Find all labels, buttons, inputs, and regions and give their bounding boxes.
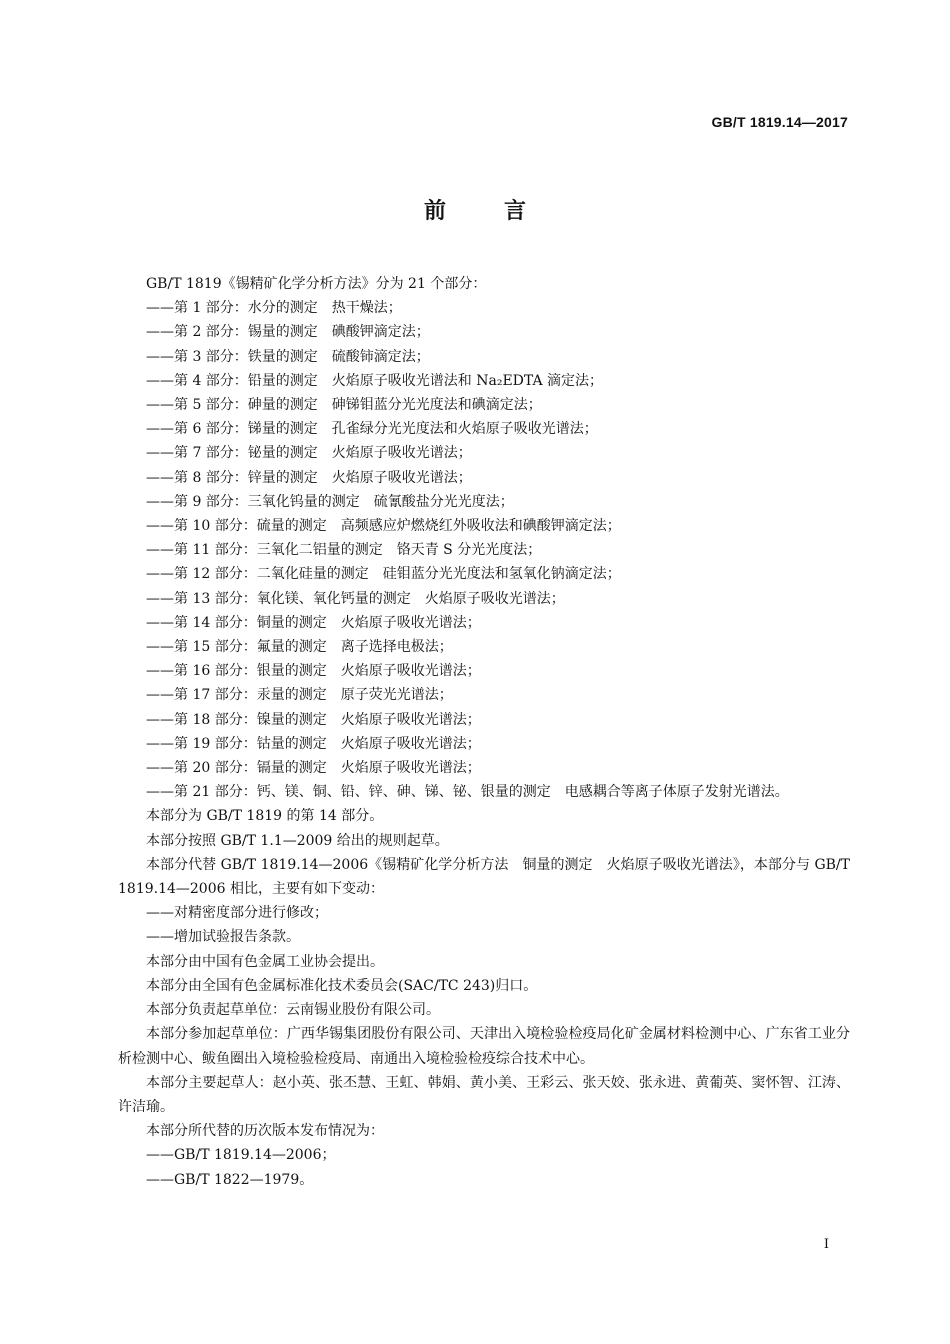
history-item: ——GB/T 1822—1979。 bbox=[146, 1171, 314, 1188]
paragraph-drafting-rules: 本部分按照 GB/T 1.1—2009 给出的规则起草。 bbox=[146, 832, 449, 849]
paragraph-participating-units: 本部分参加起草单位：广西华锡集团股份有限公司、天津出入境检验检疫局化矿金属材料检测中心、广东省工业分析检测中心、鲅鱼圈出入境检验检疫局、南通出入境检验检疫综合技术中心。 bbox=[118, 1026, 850, 1067]
list-item: ——第 18 部分：镍量的测定 火焰原子吸收光谱法； bbox=[146, 711, 481, 728]
list-item: ——第 3 部分：铁量的测定 硫酸铈滴定法； bbox=[146, 348, 430, 365]
paragraph-drafters: 本部分主要起草人：赵小英、张丕慧、王虹、韩娟、黄小美、王彩云、张天姣、张永进、黄葡英、窦怀智、江涛、许洁瑜。 bbox=[118, 1074, 850, 1115]
paragraph-committee: 本部分由全国有色金属标准化技术委员会(SAC/TC 243)归口。 bbox=[146, 977, 538, 994]
paragraph-part-number: 本部分为 GB/T 1819 的第 14 部分。 bbox=[146, 808, 384, 825]
list-item: ——第 19 部分：钴量的测定 火焰原子吸收光谱法； bbox=[146, 735, 481, 752]
list-item: ——第 6 部分：锑量的测定 孔雀绿分光光度法和火焰原子吸收光谱法； bbox=[146, 421, 598, 438]
list-item: ——第 16 部分：银量的测定 火焰原子吸收光谱法； bbox=[146, 663, 481, 680]
history-item: ——GB/T 1819.14—2006； bbox=[146, 1147, 336, 1164]
list-item: ——第 12 部分：二氧化硅量的测定 硅钼蓝分光光度法和氢氧化钠滴定法； bbox=[146, 566, 621, 583]
paragraph-proposer: 本部分由中国有色金属工业协会提出。 bbox=[146, 953, 384, 970]
change-item: ——增加试验报告条款。 bbox=[146, 929, 300, 946]
page-title: 前言 bbox=[423, 199, 584, 224]
list-item: ——第 4 部分：铅量的测定 火焰原子吸收光谱法和 Na₂EDTA 滴定法； bbox=[146, 372, 604, 389]
list-item: ——第 8 部分：锌量的测定 火焰原子吸收光谱法； bbox=[146, 469, 472, 486]
intro-line: GB/T 1819《锡精矿化学分析方法》分为 21 个部分： bbox=[146, 276, 487, 292]
parts-list bbox=[118, 296, 850, 804]
list-item: ——第 2 部分：锡量的测定 碘酸钾滴定法； bbox=[146, 324, 430, 341]
list-item: ——第 1 部分：水分的测定 热干燥法； bbox=[146, 300, 402, 317]
list-item: ——第 20 部分：镉量的测定 火焰原子吸收光谱法； bbox=[146, 760, 481, 777]
page-number: I bbox=[823, 1237, 829, 1252]
list-item: ——第 14 部分：铜量的测定 火焰原子吸收光谱法； bbox=[146, 614, 481, 631]
change-item: ——对精密度部分进行修改； bbox=[146, 905, 328, 922]
paragraph-lead-drafter: 本部分负责起草单位：云南锡业股份有限公司。 bbox=[146, 1002, 440, 1019]
list-item: ——第 5 部分：砷量的测定 砷锑钼蓝分光光度法和碘滴定法； bbox=[146, 397, 542, 414]
list-item: ——第 10 部分：硫量的测定 高频感应炉燃烧红外吸收法和碘酸钾滴定法； bbox=[146, 518, 621, 535]
paragraph-replacement: 本部分代替 GB/T 1819.14—2006《锡精矿化学分析方法 铜量的测定 火焰原子吸收光谱法》，本部分与 GB/T 1819.14—2006 相比，主要有如下变动： bbox=[118, 856, 850, 898]
list-item: ——第 15 部分：氟量的测定 离子选择电极法； bbox=[146, 639, 453, 656]
list-item: ——第 9 部分：三氧化钨量的测定 硫氰酸盐分光光度法； bbox=[146, 493, 514, 510]
document-body bbox=[118, 272, 850, 1192]
list-item: ——第 17 部分：汞量的测定 原子荧光光谱法； bbox=[146, 687, 453, 704]
list-item: ——第 7 部分：铋量的测定 火焰原子吸收光谱法； bbox=[146, 445, 472, 462]
list-item: ——第 21 部分：钙、镁、铜、铅、锌、砷、锑、铋、银量的测定 电感耦合等离子体原子发射光谱法。 bbox=[146, 784, 789, 801]
standard-code: GB/T 1819.14—2017 bbox=[711, 114, 848, 130]
list-item: ——第 11 部分：三氧化二铝量的测定 铬天青 S 分光光度法； bbox=[146, 542, 542, 559]
list-item: ——第 13 部分：氧化镁、氧化钙量的测定 火焰原子吸收光谱法； bbox=[146, 590, 565, 607]
paragraph-history: 本部分所代替的历次版本发布情况为： bbox=[146, 1123, 384, 1140]
